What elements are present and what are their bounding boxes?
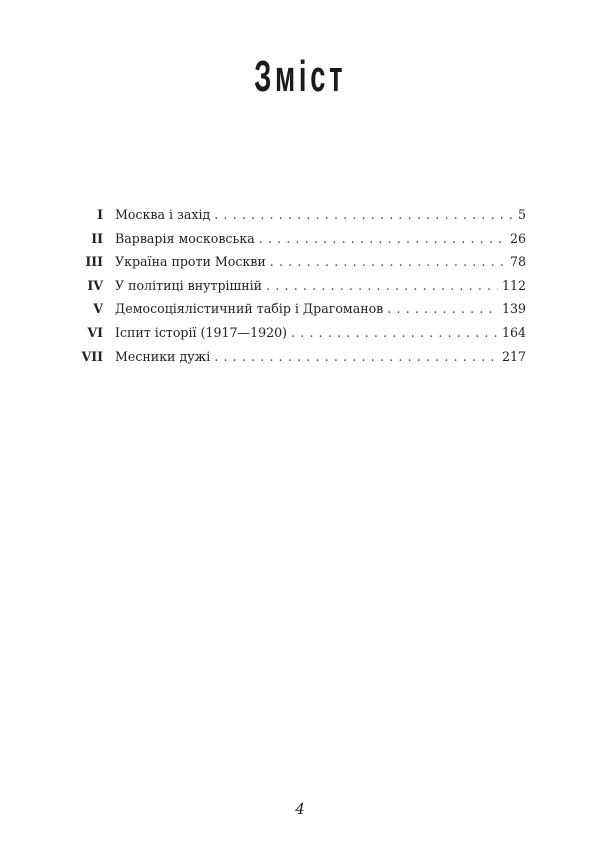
chapter-number: I (97, 207, 103, 222)
chapter-title: Москва і захід (115, 207, 211, 222)
leader-dots (214, 349, 498, 364)
chapter-number: II (91, 230, 103, 246)
chapter-number: VII (81, 348, 103, 364)
leader-dots (259, 231, 506, 246)
leader-dots (291, 325, 498, 340)
page-number: 5 (517, 207, 526, 222)
chapter-number: VI (87, 324, 103, 340)
chapter-number: III (85, 254, 103, 270)
leader-dots (214, 207, 514, 222)
toc-entry[interactable] (70, 301, 526, 325)
chapter-title: Іспит історії (1917—1920) (115, 324, 288, 340)
toc-entry[interactable] (70, 254, 526, 278)
leader-dots (270, 254, 506, 269)
chapter-number: IV (87, 277, 103, 293)
toc-entry[interactable] (70, 349, 526, 373)
chapter-title: Демосоціялістичний табір і Драгоманов (115, 301, 384, 317)
leader-dots (387, 301, 498, 316)
folio-page-number: 4 (295, 800, 305, 818)
chapter-title: У політиці внутрішній (115, 277, 263, 293)
toc-entry[interactable] (70, 207, 526, 231)
chapter-title: Месники дужі (115, 348, 211, 364)
chapter-number: V (93, 301, 103, 317)
page-number: 139 (501, 301, 526, 317)
page-number: 217 (501, 348, 526, 364)
toc-entry[interactable] (70, 231, 526, 255)
table-of-contents (70, 207, 526, 372)
page-title (0, 52, 600, 102)
toc-entry[interactable] (70, 278, 526, 302)
page-number: 112 (501, 277, 526, 293)
leader-dots (266, 278, 498, 293)
page-number: 26 (509, 230, 526, 246)
chapter-title: Варварія московська (115, 230, 255, 246)
toc-entry[interactable] (70, 325, 526, 349)
page-number: 164 (501, 324, 526, 340)
page-number: 78 (509, 254, 526, 270)
title-text: Зміст (254, 52, 346, 101)
chapter-title: Україна проти Москви (115, 254, 266, 270)
